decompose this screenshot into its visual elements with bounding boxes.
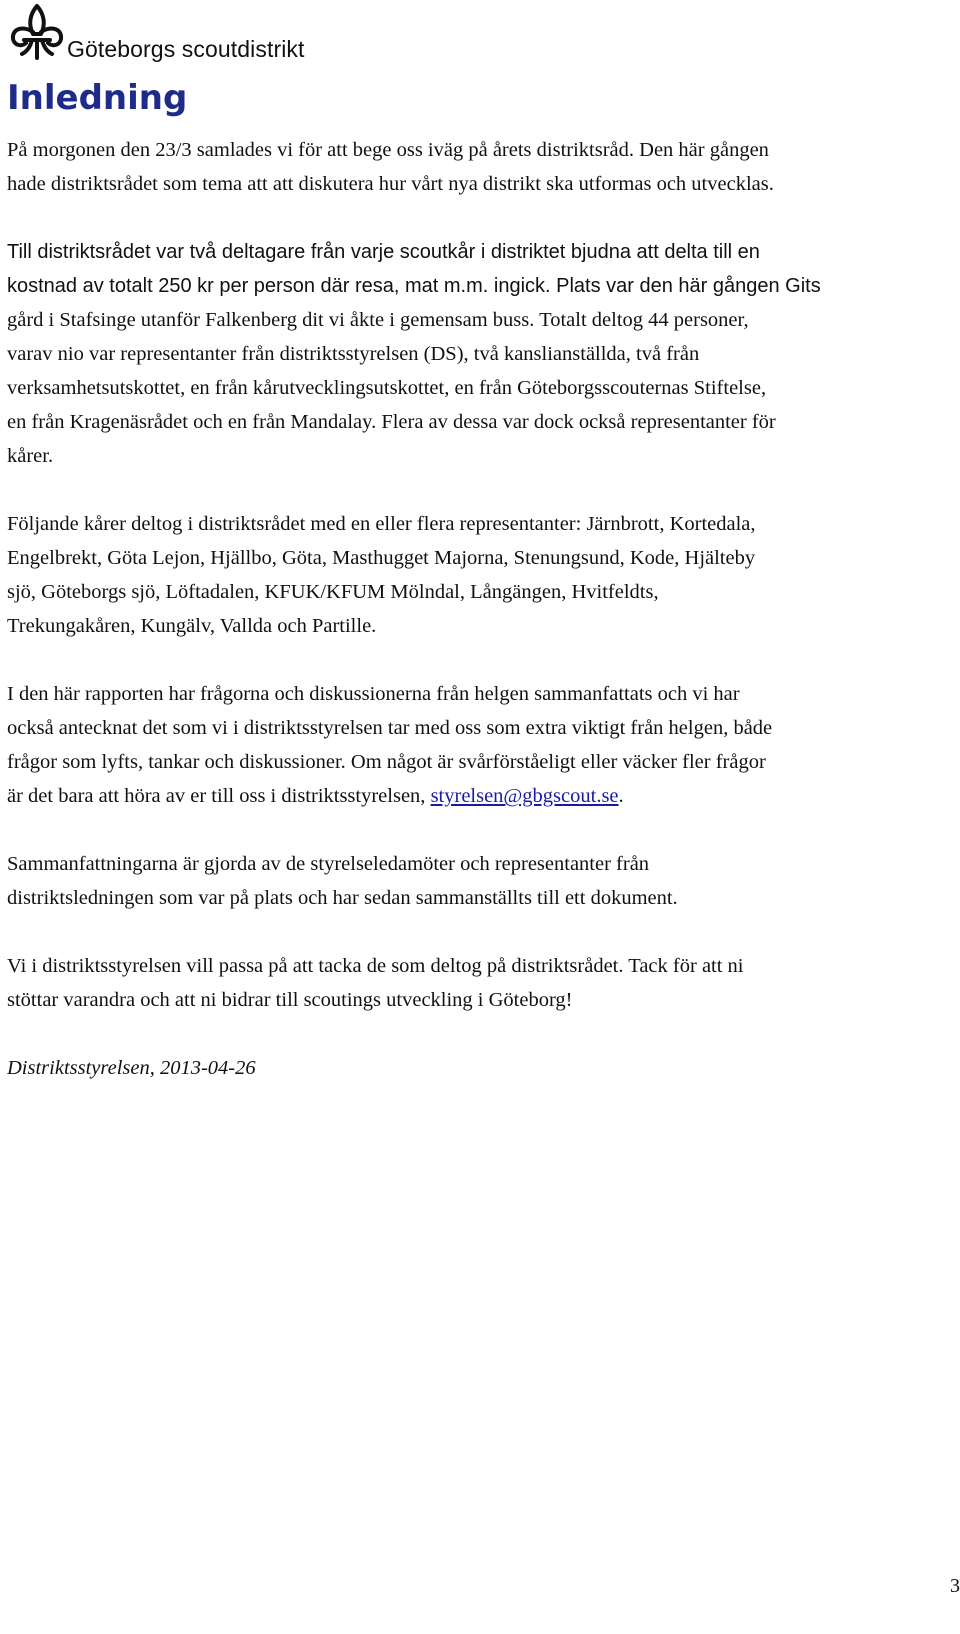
organization-name: Göteborgs scoutdistrikt <box>67 36 305 62</box>
document-body <box>7 133 957 1119</box>
text-line: gård i Stafsinge utanför Falkenberg dit vi åkte i gemensam buss. Totalt deltog 44 personer, <box>7 309 749 331</box>
text-fragment: . <box>618 785 624 807</box>
signature: Distriktsstyrelsen, 2013-04-26 <box>7 1057 256 1079</box>
text-line: Engelbrekt, Göta Lejon, Hjällbo, Göta, Masthugget Majorna, Stenungsund, Kode, Hjälteby <box>7 547 756 569</box>
paragraph-report <box>7 677 957 813</box>
paragraph-participants <box>7 235 957 473</box>
text-line: kostnad av totalt 250 kr per person där resa, mat m.m. ingick. Plats var den här gången Gits <box>7 275 821 297</box>
paragraph-thanks <box>7 949 957 1017</box>
text-line: en från Kragenäsrådet och en från Mandalay. Flera av dessa var dock också representanter för <box>7 411 776 433</box>
text-fragment: är det bara att höra av er till oss i distriktsstyrelsen, <box>7 785 431 807</box>
text-line: Sammanfattningarna är gjorda av de styrelseledamöter och representanter från <box>7 853 650 875</box>
text-line: kårer. <box>7 445 54 467</box>
page-title: Inledning <box>7 78 188 118</box>
text-line: frågor som lyfts, tankar och diskussioner. Om något är svårförståeligt eller väcker fler frågor <box>7 751 766 773</box>
text-line: Till distriktsrådet var två deltagare från varje scoutkår i distriktet bjudna att delta till en <box>7 241 760 263</box>
text-line: I den här rapporten har frågorna och diskussionerna från helgen sammanfattats och vi har <box>7 683 740 705</box>
text-line: Vi i distriktsstyrelsen vill passa på att tacka de som deltog på distriktsrådet. Tack för att ni <box>7 955 744 977</box>
scout-fleur-de-lis-icon <box>6 2 68 64</box>
paragraph-intro <box>7 133 957 201</box>
text-line: distriktsledningen som var på plats och har sedan sammanställts till ett dokument. <box>7 887 678 909</box>
text-line: Trekungakåren, Kungälv, Vallda och Partille. <box>7 615 377 637</box>
text-line: också antecknat det som vi i distriktsstyrelsen tar med oss som extra viktigt från helgen, både <box>7 717 773 739</box>
email-link[interactable]: styrelsen@gbgscout.se <box>430 785 619 807</box>
page-header <box>0 0 960 70</box>
text-line: stöttar varandra och att ni bidrar till scoutings utveckling i Göteborg! <box>7 989 573 1011</box>
text-line <box>7 779 957 813</box>
page-number: 3 <box>950 1575 960 1597</box>
text-line: Följande kårer deltog i distriktsrådet med en eller flera representanter: Järnbrott, Kortedala, <box>7 513 756 535</box>
text-line: sjö, Göteborgs sjö, Löftadalen, KFUK/KFUM Mölndal, Långängen, Hvitfeldts, <box>7 581 659 603</box>
text-line: På morgonen den 23/3 samlades vi för att bege oss iväg på årets distriktsråd. Den här gången <box>7 139 769 161</box>
text-line: varav nio var representanter från distriktsstyrelsen (DS), två kanslianställda, två från <box>7 343 700 365</box>
text-line: verksamhetsutskottet, en från kårutvecklingsutskottet, en från Göteborgsscouternas Stiftelse, <box>7 377 767 399</box>
paragraph-troops <box>7 507 957 643</box>
paragraph-summaries <box>7 847 957 915</box>
text-line: hade distriktsrådet som tema att att diskutera hur vårt nya distrikt ska utformas och utvecklas. <box>7 173 774 195</box>
